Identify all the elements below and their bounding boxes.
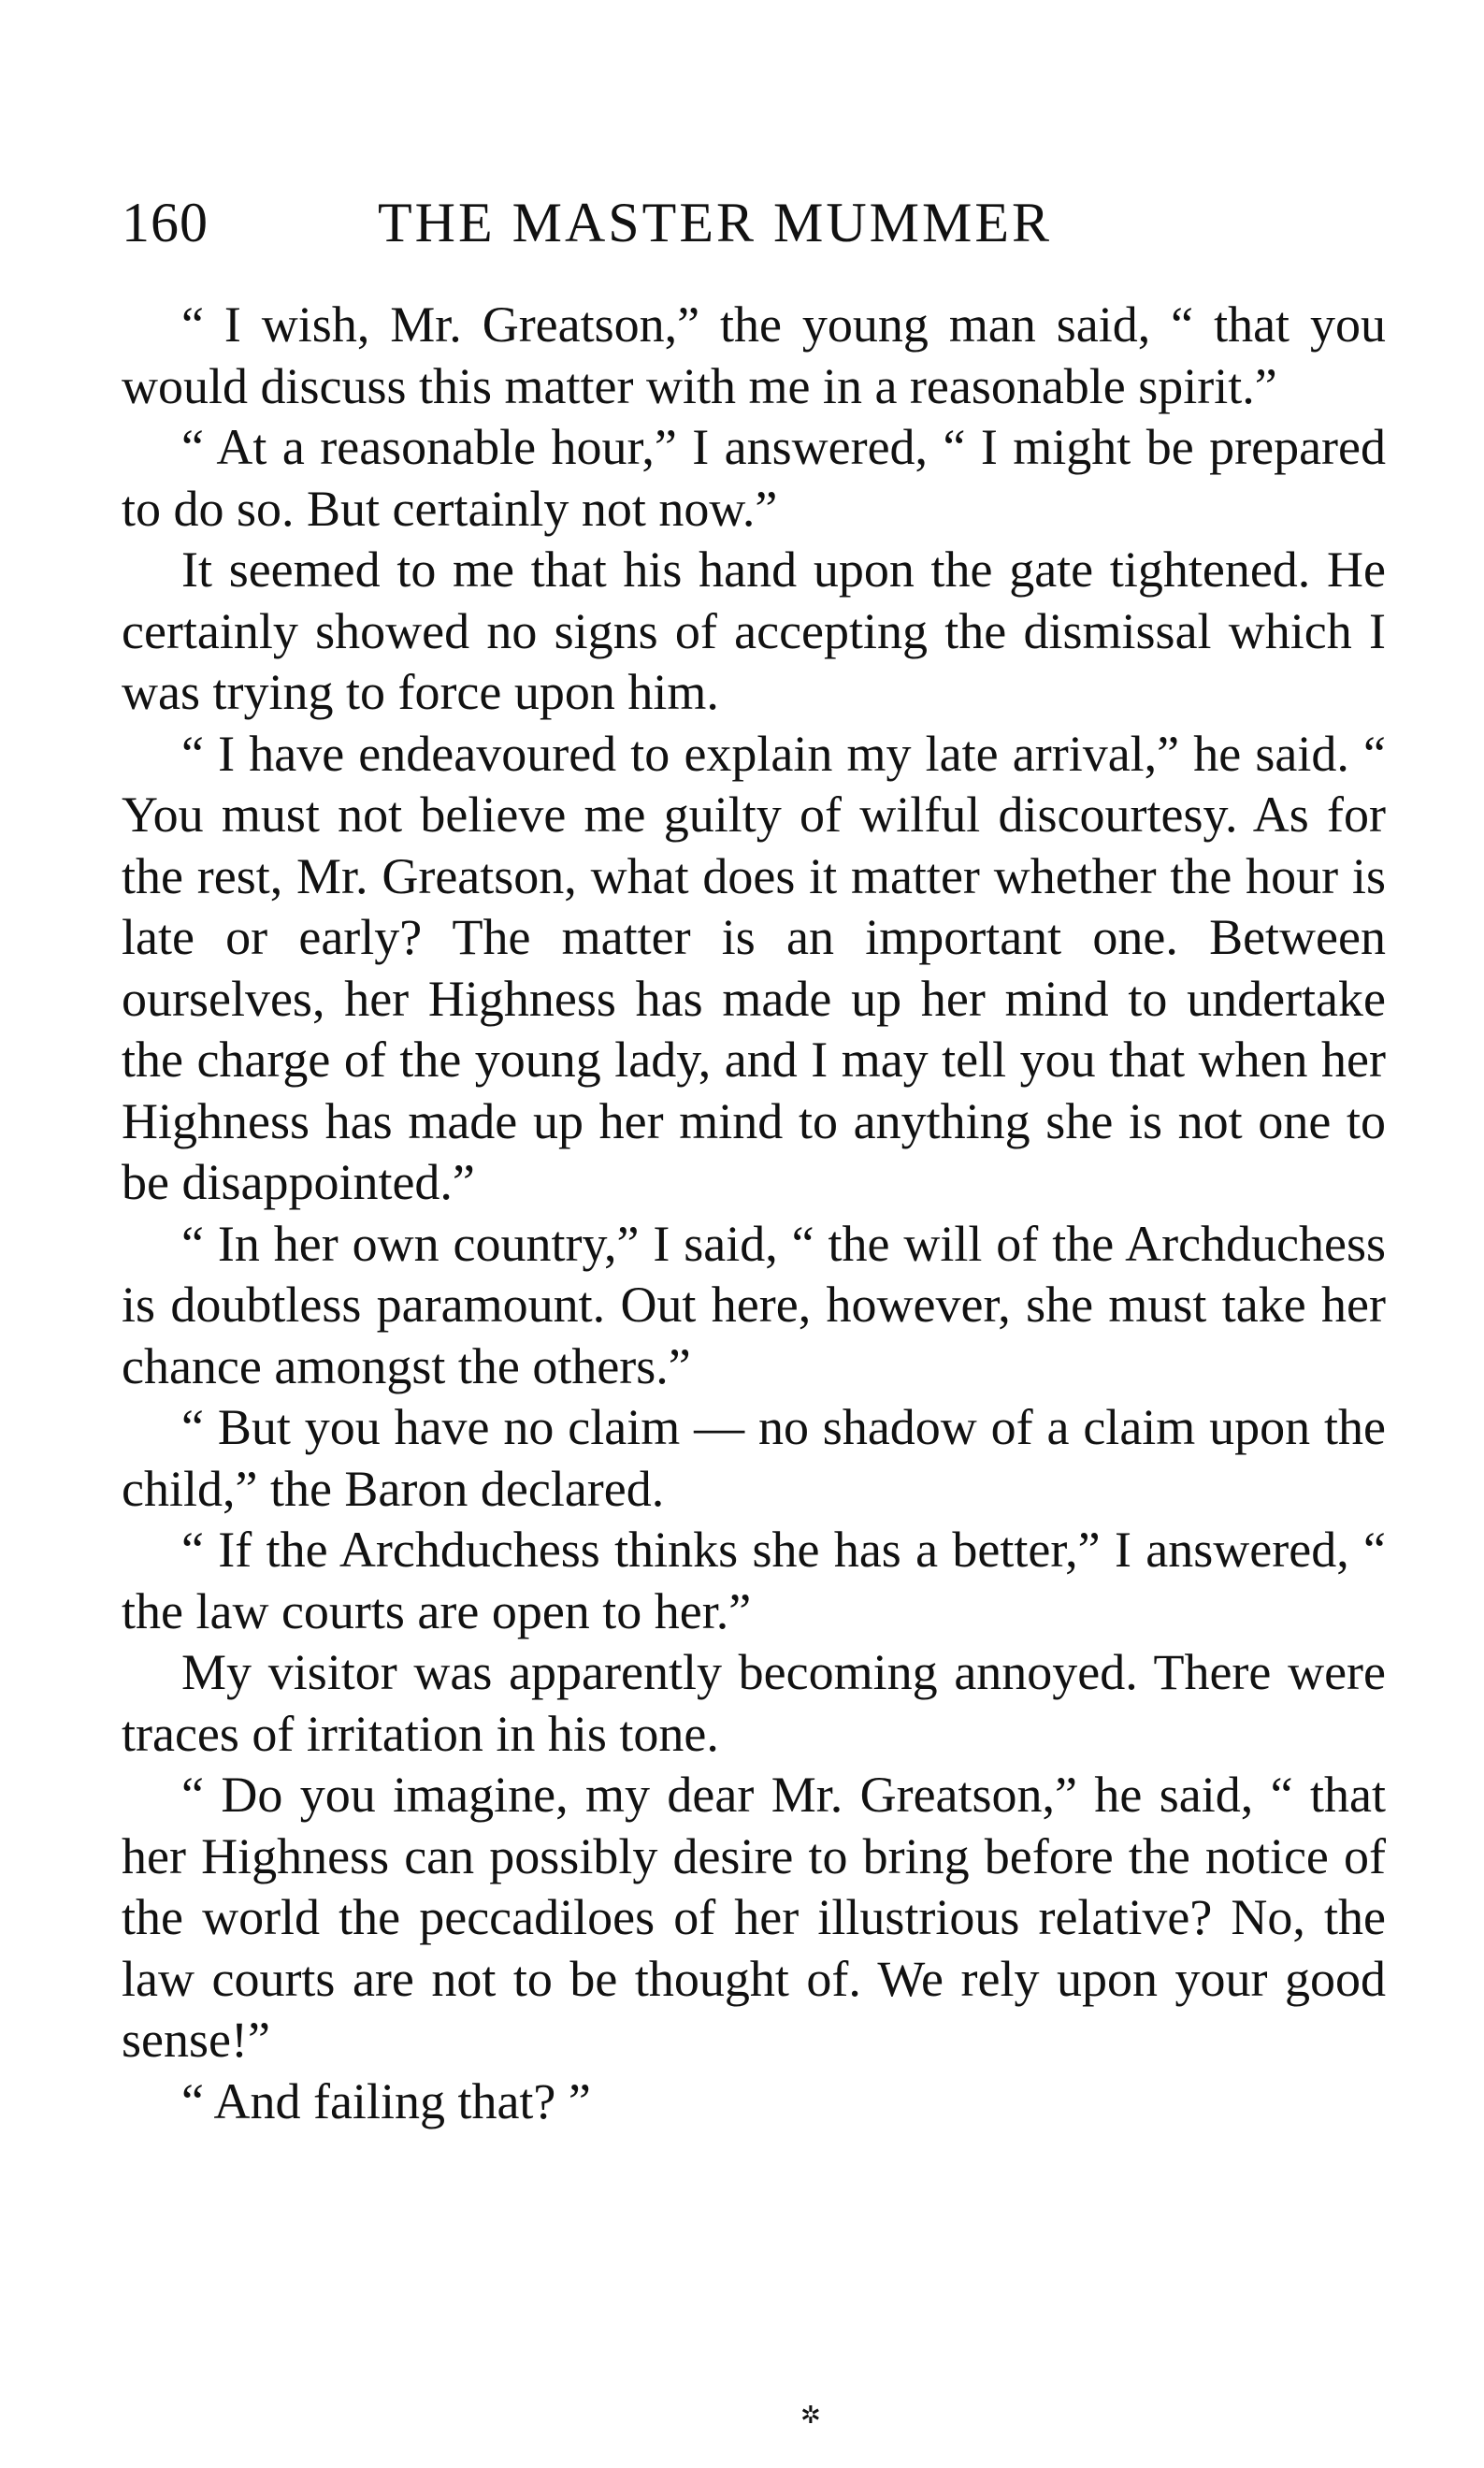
running-title: THE MASTER MUMMER xyxy=(378,192,1053,253)
paragraph: “ At a reasonable hour,” I answered, “ I might be prepared to do so. But certainly not now.” xyxy=(122,419,1386,537)
paragraph: “ If the Archduchess thinks she has a better,” I answered, “ the law courts are open to her.” xyxy=(122,1522,1386,1639)
paragraph: “ I wish, Mr. Greatson,” the young man said, “ that you would discuss this matter with me in a reasonable spirit.” xyxy=(122,296,1386,414)
page-header xyxy=(122,185,1365,260)
body-text xyxy=(122,295,1386,2132)
paragraph: “ I have endeavoured to explain my late arrival,” he said. “ You must not believe me guilty of wilful discourtesy. As for the rest, Mr. Greatson, what does it matter whether the hour is late or early? The matter is an important one. Between ourselves, her Highness has made up her mind to undertake the charge of the young lady, and I may tell you that when her Highness has made up her mind to anything she is not one to be disappointed.” xyxy=(122,725,1386,1210)
paragraph: “ But you have no claim — no shadow of a claim upon the child,” the Baron declared. xyxy=(122,1399,1386,1517)
paragraph: My visitor was apparently becoming annoyed. There were traces of irritation in his tone. xyxy=(122,1644,1386,1762)
footer-ornament: ✲ xyxy=(800,2402,821,2429)
paragraph: It seemed to me that his hand upon the gate tightened. He certainly showed no signs of accepting the dismissal which I was trying to force upon him. xyxy=(122,541,1386,720)
paragraph: “ Do you imagine, my dear Mr. Greatson,” he said, “ that her Highness can possibly desire to bring before the notice of the world the peccadiloes of her illustrious relative? No, the law courts are not to be thought of. We rely upon your good sense!” xyxy=(122,1767,1386,2068)
page-number: 160 xyxy=(122,192,209,253)
paragraph: “ In her own country,” I said, “ the will of the Archduchess is doubtless paramount. Out here, however, she must take her chance amongst the others.” xyxy=(122,1215,1386,1394)
paragraph: “ And failing that? ” xyxy=(181,2072,591,2129)
